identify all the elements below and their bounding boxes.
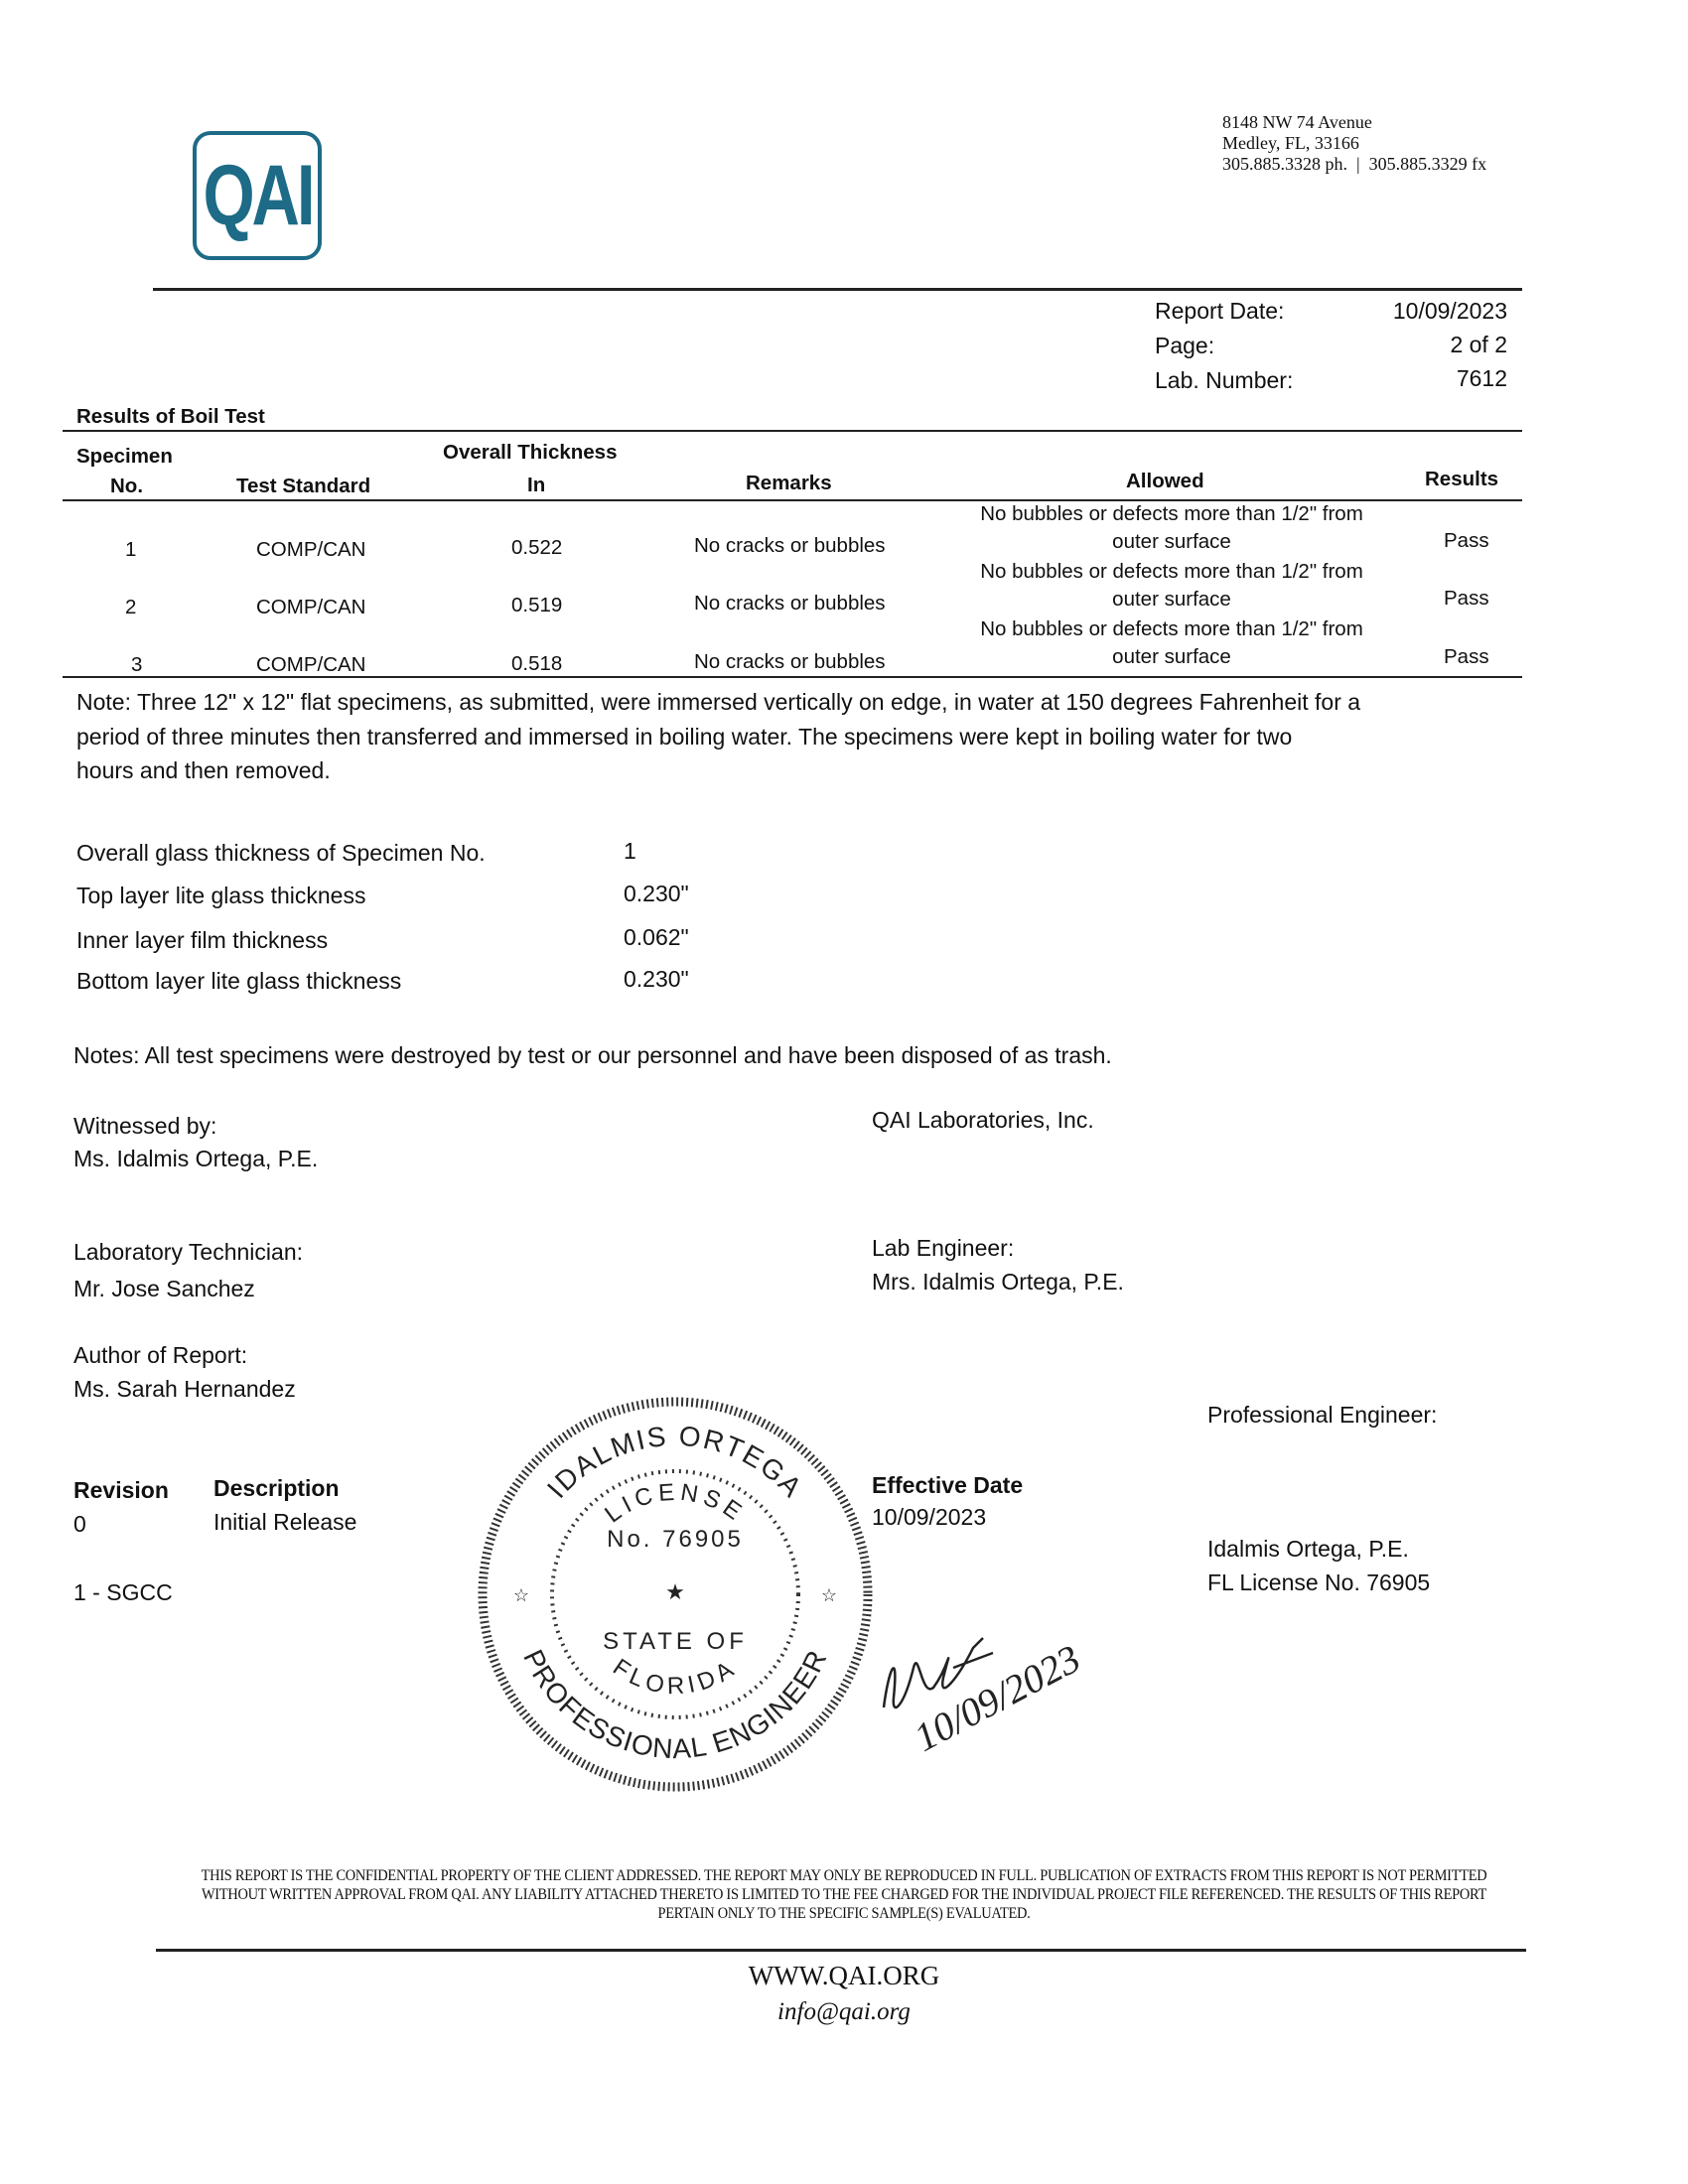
seal-title: PROFESSIONAL ENGINEER	[517, 1644, 833, 1765]
seal-name: IDALMIS ORTEGA	[540, 1420, 809, 1504]
disclaimer: THIS REPORT IS THE CONFIDENTIAL PROPERTY OF THE CLIENT ADDRESSED. THE REPORT MAY ONLY BE REPRODUCED IN FULL. PUBLICATION OF EXTRACTS FROM THIS REPORT IS NOT PERMITTED WITHOUT WRITTEN APPROVAL FROM QAI. ANY LIABILITY ATTACHED THERETO IS LIMITED TO THE FEE CHARGED FOR THE INDIVIDUAL PROJECT FILE REFERENCED. THE RESULTS OF THIS REPORT PERTAIN ONLY TO THE SPECIFIC SAMPLE(S) EVALUATED.	[201, 1867, 1487, 1922]
cell-allowed: No bubbles or defects more than 1/2" from	[980, 617, 1363, 640]
cell-allowed: No bubbles or defects more than 1/2" from	[980, 502, 1363, 525]
note-line: period of three minutes then transferred and immersed in boiling water. The specimens were kept in boiling water for two	[76, 723, 1293, 750]
description-label: Description	[213, 1475, 340, 1501]
report-date: 10/09/2023	[1392, 298, 1507, 324]
signature-date: 10/09/2023	[907, 1635, 1088, 1760]
page-label: Page:	[1155, 333, 1215, 358]
header-no: No.	[110, 475, 144, 497]
cell-no: 1	[125, 538, 137, 561]
seal-number: No. 76905	[607, 1526, 744, 1553]
lab-number-label: Lab. Number:	[1155, 367, 1294, 393]
pe-seal	[477, 1396, 874, 1793]
effective-date-label: Effective Date	[872, 1472, 1024, 1498]
header-test-standard: Test Standard	[236, 475, 371, 497]
glass-label: Overall glass thickness of Specimen No.	[76, 840, 486, 866]
pe-name: Idalmis Ortega, P.E.	[1207, 1536, 1409, 1562]
address-line: 8148 NW 74 Avenue	[1222, 112, 1372, 132]
technician-name: Mr. Jose Sanchez	[73, 1276, 255, 1301]
seal-star-icon: ☆	[820, 1585, 838, 1605]
header-allowed: Allowed	[1126, 470, 1204, 492]
cell-thickness: 0.518	[511, 652, 563, 675]
note-line: Note: Three 12" x 12" flat specimens, as submitted, were immersed vertically on edge, in water at 150 degrees Fahrenheit for a	[76, 689, 1361, 715]
address-line: Medley, FL, 33166	[1222, 133, 1359, 153]
glass-value: 0.062"	[624, 924, 689, 950]
cell-thickness: 0.522	[511, 536, 563, 559]
glass-value: 0.230"	[624, 881, 689, 906]
witnessed-label: Witnessed by:	[73, 1113, 217, 1139]
glass-label: Top layer lite glass thickness	[76, 883, 366, 908]
engineer-name: Mrs. Idalmis Ortega, P.E.	[872, 1269, 1124, 1295]
section-title: Results of Boil Test	[76, 405, 265, 428]
seal-star-icon: ★	[665, 1579, 685, 1604]
cell-allowed: outer surface	[1112, 588, 1231, 611]
effective-date: 10/09/2023	[872, 1504, 987, 1530]
pe-label: Professional Engineer:	[1207, 1402, 1438, 1428]
cell-standard: COMP/CAN	[256, 538, 366, 561]
cell-remarks: No cracks or bubbles	[694, 650, 886, 673]
logo-text: QAI	[203, 147, 312, 243]
email-link[interactable]: info@qai.org	[777, 1998, 911, 2025]
cell-standard: COMP/CAN	[256, 596, 366, 618]
pe-license: FL License No. 76905	[1207, 1570, 1431, 1595]
company-name: QAI Laboratories, Inc.	[872, 1107, 1094, 1133]
cell-allowed: No bubbles or defects more than 1/2" from	[980, 560, 1363, 583]
author-label: Author of Report:	[73, 1342, 248, 1368]
glass-label: Inner layer film thickness	[76, 927, 329, 953]
table-top-rule	[63, 430, 1522, 432]
header-specimen: Specimen	[76, 445, 173, 468]
cell-thickness: 0.519	[511, 594, 563, 616]
cell-standard: COMP/CAN	[256, 653, 366, 676]
glass-value: 1	[624, 838, 636, 864]
witnessed-name: Ms. Idalmis Ortega, P.E.	[73, 1146, 319, 1171]
website-link[interactable]: WWW.QAI.ORG	[748, 1961, 940, 1990]
page-number: 2 of 2	[1450, 332, 1507, 357]
table-header-rule	[63, 499, 1522, 501]
cell-remarks: No cracks or bubbles	[694, 592, 886, 614]
seal-state: STATE OF	[603, 1628, 748, 1655]
cell-allowed: outer surface	[1112, 530, 1231, 553]
cell-allowed: outer surface	[1112, 645, 1231, 668]
report-date-label: Report Date:	[1155, 298, 1285, 324]
description-value: Initial Release	[213, 1509, 357, 1535]
disposal-notes: Notes: All test specimens were destroyed by test or our personnel and have been disposed of as trash.	[73, 1042, 1112, 1068]
seal-license: LICENSE	[600, 1478, 751, 1529]
seal-florida: FLORIDA	[608, 1653, 743, 1701]
footer-rule	[156, 1949, 1526, 1952]
glass-value: 0.230"	[624, 966, 689, 992]
seal-star-icon: ☆	[512, 1585, 530, 1605]
cell-remarks: No cracks or bubbles	[694, 534, 886, 557]
address-line: 305.885.3328 ph. | 305.885.3329 fx	[1222, 154, 1487, 174]
handwritten-signature	[874, 1608, 1112, 1767]
cell-result: Pass	[1444, 587, 1489, 610]
header-remarks: Remarks	[746, 472, 832, 494]
qai-logo	[193, 131, 322, 260]
lab-number: 7612	[1456, 365, 1507, 391]
header-results: Results	[1425, 468, 1499, 490]
glass-label: Bottom layer lite glass thickness	[76, 968, 402, 994]
document-code: 1 - SGCC	[73, 1579, 173, 1605]
author-name: Ms. Sarah Hernandez	[73, 1376, 296, 1402]
header-thickness: Overall Thickness	[443, 441, 618, 464]
technician-label: Laboratory Technician:	[73, 1239, 303, 1265]
cell-result: Pass	[1444, 645, 1489, 668]
note-block	[76, 685, 1360, 788]
cell-no: 2	[125, 596, 137, 618]
cell-result: Pass	[1444, 529, 1489, 552]
note-line: hours and then removed.	[76, 757, 331, 783]
revision-label: Revision	[73, 1477, 169, 1503]
engineer-label: Lab Engineer:	[872, 1235, 1015, 1261]
table-bottom-rule	[63, 676, 1522, 678]
cell-no: 3	[131, 653, 143, 676]
revision-value: 0	[73, 1511, 86, 1537]
header-rule	[153, 288, 1522, 291]
address-block	[1222, 112, 1486, 175]
header-thickness-unit: In	[527, 474, 546, 496]
